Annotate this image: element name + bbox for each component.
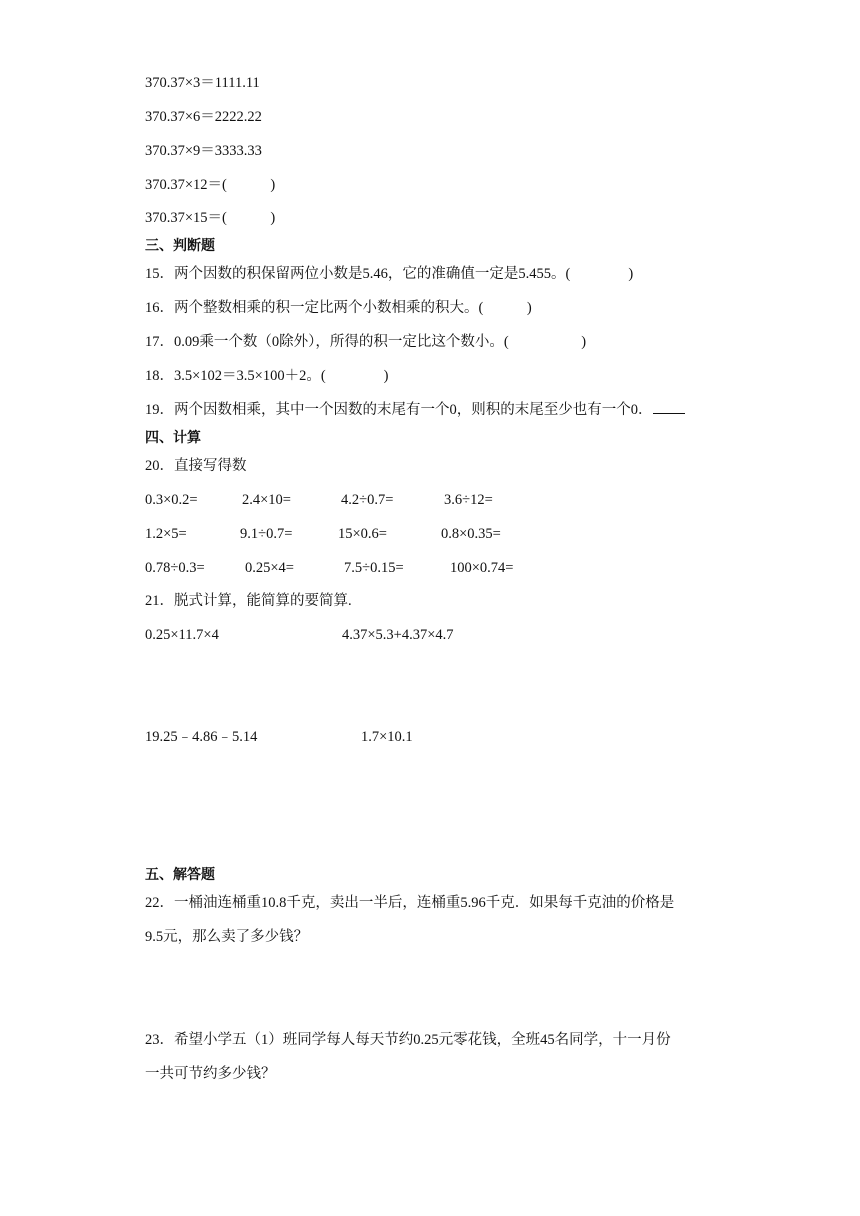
q21-item: 0.25×11.7×4 — [145, 627, 219, 643]
q21-item: 19.25﹣4.86﹣5.14 — [145, 729, 258, 745]
section-heading-judgement: 三、判断题 — [145, 238, 215, 254]
q20-item: 7.5÷0.15= — [344, 560, 404, 576]
pattern-line-5: 370.37×15＝( ) — [145, 210, 276, 226]
q20-item: 0.3×0.2= — [145, 492, 198, 508]
answer-blank[interactable] — [653, 399, 685, 414]
q20-item: 100×0.74= — [450, 560, 514, 576]
question-19: 19．两个因数相乘，其中一个因数的末尾有一个0，则积的末尾至少也有一个0． — [145, 402, 653, 418]
q20-item: 2.4×10= — [242, 492, 291, 508]
q20-item: 4.2÷0.7= — [341, 492, 394, 508]
question-22-line-1: 22．一桶油连桶重10.8千克，卖出一半后，连桶重5.96千克．如果每千克油的价格是 — [145, 895, 675, 911]
q20-item: 1.2×5= — [145, 526, 187, 542]
question-18: 18．3.5×102＝3.5×100＋2。( ) — [145, 368, 389, 384]
section-heading-calculation: 四、计算 — [145, 430, 201, 446]
q20-item: 9.1÷0.7= — [240, 526, 293, 542]
q20-item: 0.8×0.35= — [441, 526, 501, 542]
question-21-label: 21．脱式计算，能简算的要简算. — [145, 593, 352, 609]
pattern-line-1: 370.37×3＝1111.11 — [145, 75, 260, 91]
q21-item: 1.7×10.1 — [361, 729, 413, 745]
pattern-line-4: 370.37×12＝( ) — [145, 177, 276, 193]
question-20-label: 20．直接写得数 — [145, 458, 247, 474]
question-23-line-1: 23．希望小学五（1）班同学每人每天节约0.25元零花钱，全班45名同学，十一月份 — [145, 1032, 671, 1048]
question-19-row — [145, 399, 685, 420]
q20-item: 15×0.6= — [338, 526, 387, 542]
section-heading-word-problems: 五、解答题 — [145, 867, 215, 883]
question-22-line-2: 9.5元，那么卖了多少钱？ — [145, 929, 309, 945]
q21-item: 4.37×5.3+4.37×4.7 — [342, 627, 454, 643]
question-15: 15．两个因数的积保留两位小数是5.46，它的准确值一定是5.455。( ) — [145, 266, 634, 282]
question-23-line-2: 一共可节约多少钱？ — [145, 1066, 276, 1082]
q20-item: 3.6÷12= — [444, 492, 493, 508]
pattern-line-2: 370.37×6＝2222.22 — [145, 109, 262, 125]
pattern-line-3: 370.37×9＝3333.33 — [145, 143, 262, 159]
q20-item: 0.25×4= — [245, 560, 294, 576]
question-16: 16．两个整数相乘的积一定比两个小数相乘的积大。( ) — [145, 300, 532, 316]
question-17: 17．0.09乘一个数（0除外），所得的积一定比这个数小。( ) — [145, 334, 587, 350]
q20-item: 0.78÷0.3= — [145, 560, 205, 576]
